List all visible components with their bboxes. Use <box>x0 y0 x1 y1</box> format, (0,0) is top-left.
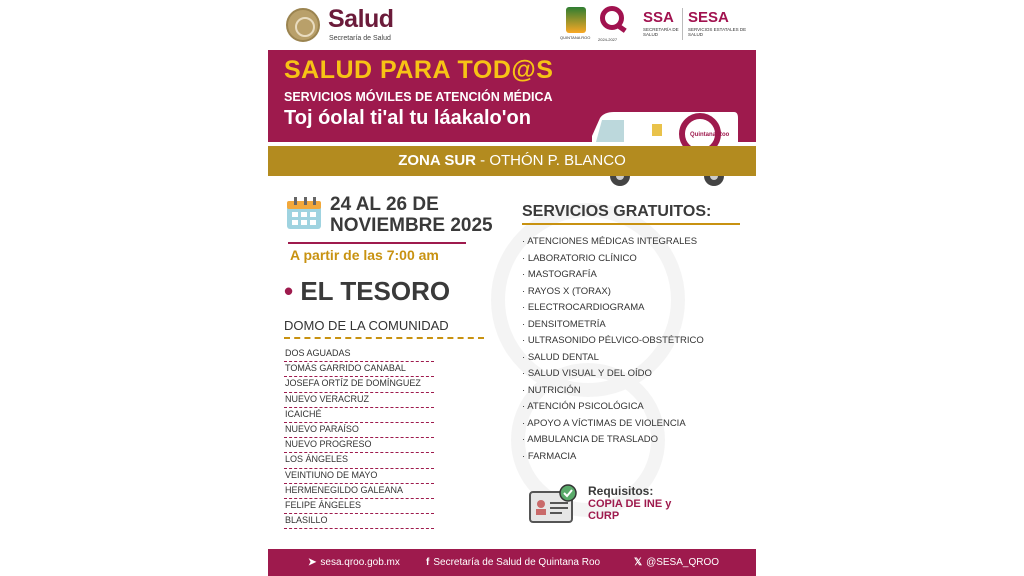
quintana-roo-logo-icon <box>566 7 586 33</box>
service-item: · SALUD DENTAL <box>522 351 704 368</box>
mexico-seal-icon <box>286 8 320 42</box>
requirements-value: COPIA DE INE y CURP <box>588 498 672 522</box>
zone-municipality: OTHÓN P. BLANCO <box>489 152 626 169</box>
facebook-icon: f <box>426 557 430 568</box>
brand-subtitle: Secretaría de Salud <box>329 35 391 42</box>
event-venue: DOMO DE LA COMUNIDAD <box>284 318 449 333</box>
x-icon: 𝕏 <box>634 557 643 568</box>
list-item: FELIPE ÁNGELES <box>284 499 434 514</box>
banner-maya-slogan: Toj óolal ti'al tu láakalo'on <box>284 107 531 129</box>
services-list <box>522 235 704 466</box>
date-divider <box>288 242 466 244</box>
service-item: · AMBULANCIA DE TRASLADO <box>522 433 704 450</box>
q-logo-icon <box>600 6 624 30</box>
zone-name: ZONA SUR <box>398 152 476 169</box>
footer <box>268 549 756 576</box>
list-item: DOS AGUADAS <box>284 347 434 362</box>
footer-website[interactable] <box>308 557 400 568</box>
banner-subtitle: SERVICIOS MÓVILES DE ATENCIÓN MÉDICA <box>284 90 553 104</box>
footer-x[interactable] <box>634 557 719 568</box>
service-item: · ELECTROCARDIOGRAMA <box>522 301 704 318</box>
event-date-line2: NOVIEMBRE 2025 <box>330 215 493 236</box>
list-item: JOSEFA ORTÍZ DE DOMÍNGUEZ <box>284 377 434 392</box>
list-item: NUEVO PROGRESO <box>284 438 434 453</box>
sesa-subtitle: SERVICIOS ESTATALES DE SALUD <box>688 27 747 37</box>
list-item: BLASILLO <box>284 514 434 529</box>
qroo-logo-text: QUINTANA ROO <box>560 35 591 40</box>
arrow-icon: ➤ <box>308 557 317 568</box>
q-logo-text: 2024-2027 <box>598 37 618 42</box>
footer-facebook[interactable] <box>426 557 600 568</box>
event-place <box>284 276 450 307</box>
ssa-title: SSA <box>643 9 674 26</box>
footer-x-text: @SESA_QROO <box>646 557 720 568</box>
services-divider <box>522 223 740 225</box>
id-card-icon <box>528 484 578 524</box>
calendar-icon <box>286 196 322 230</box>
list-item: HERMENEGILDO GALEANA <box>284 484 434 499</box>
banner <box>268 50 756 142</box>
zone-bar <box>268 146 756 176</box>
venue-divider <box>284 337 484 339</box>
list-item: NUEVO VERACRUZ <box>284 393 434 408</box>
service-item: · ATENCIONES MÉDICAS INTEGRALES <box>522 235 704 252</box>
sesa-title: SESA <box>688 9 729 26</box>
footer-facebook-text: Secretaría de Salud de Quintana Roo <box>433 557 601 568</box>
zone-separator: - <box>476 152 490 169</box>
list-item: VEINTIUNO DE MAYO <box>284 469 434 484</box>
list-item: NUEVO PARAÍSO <box>284 423 434 438</box>
header-divider <box>682 8 683 40</box>
service-item: · RAYOS X (TORAX) <box>522 285 704 302</box>
service-item: · MASTOGRAFÍA <box>522 268 704 285</box>
list-item: ICAICHÉ <box>284 408 434 423</box>
service-item: · LABORATORIO CLÍNICO <box>522 252 704 269</box>
event-date <box>330 194 493 236</box>
service-item: · ATENCIÓN PSICOLÓGICA <box>522 400 704 417</box>
event-date-line1: 24 AL 26 DE <box>330 194 439 215</box>
poster <box>268 0 756 576</box>
ambulance-text: Quintana Roo <box>690 132 730 138</box>
service-item: · DENSITOMETRÍA <box>522 318 704 335</box>
ssa-subtitle: SECRETARÍA DE SALUD <box>643 27 679 37</box>
list-item: LOS ÁNGELES <box>284 453 434 468</box>
bullet-icon: • <box>284 276 294 306</box>
brand-title: Salud <box>328 5 394 33</box>
footer-website-text: sesa.qroo.gob.mx <box>320 557 400 568</box>
service-item: · FARMACIA <box>522 450 704 467</box>
services-title: SERVICIOS GRATUITOS: <box>522 203 712 220</box>
banner-title: SALUD PARA TOD@S <box>284 56 554 84</box>
service-item: · ULTRASONIDO PÉLVICO-OBSTÉTRICO <box>522 334 704 351</box>
requirements-label: Requisitos: <box>588 484 654 498</box>
service-item: · APOYO A VÍCTIMAS DE VIOLENCIA <box>522 417 704 434</box>
event-place-name: EL TESORO <box>300 276 451 306</box>
service-item: · SALUD VISUAL Y DEL OÍDO <box>522 367 704 384</box>
service-item: · NUTRICIÓN <box>522 384 704 401</box>
header <box>268 0 756 50</box>
communities-list <box>284 347 434 529</box>
list-item: TOMÁS GARRIDO CANABAL <box>284 362 434 377</box>
event-time: A partir de las 7:00 am <box>290 247 439 263</box>
